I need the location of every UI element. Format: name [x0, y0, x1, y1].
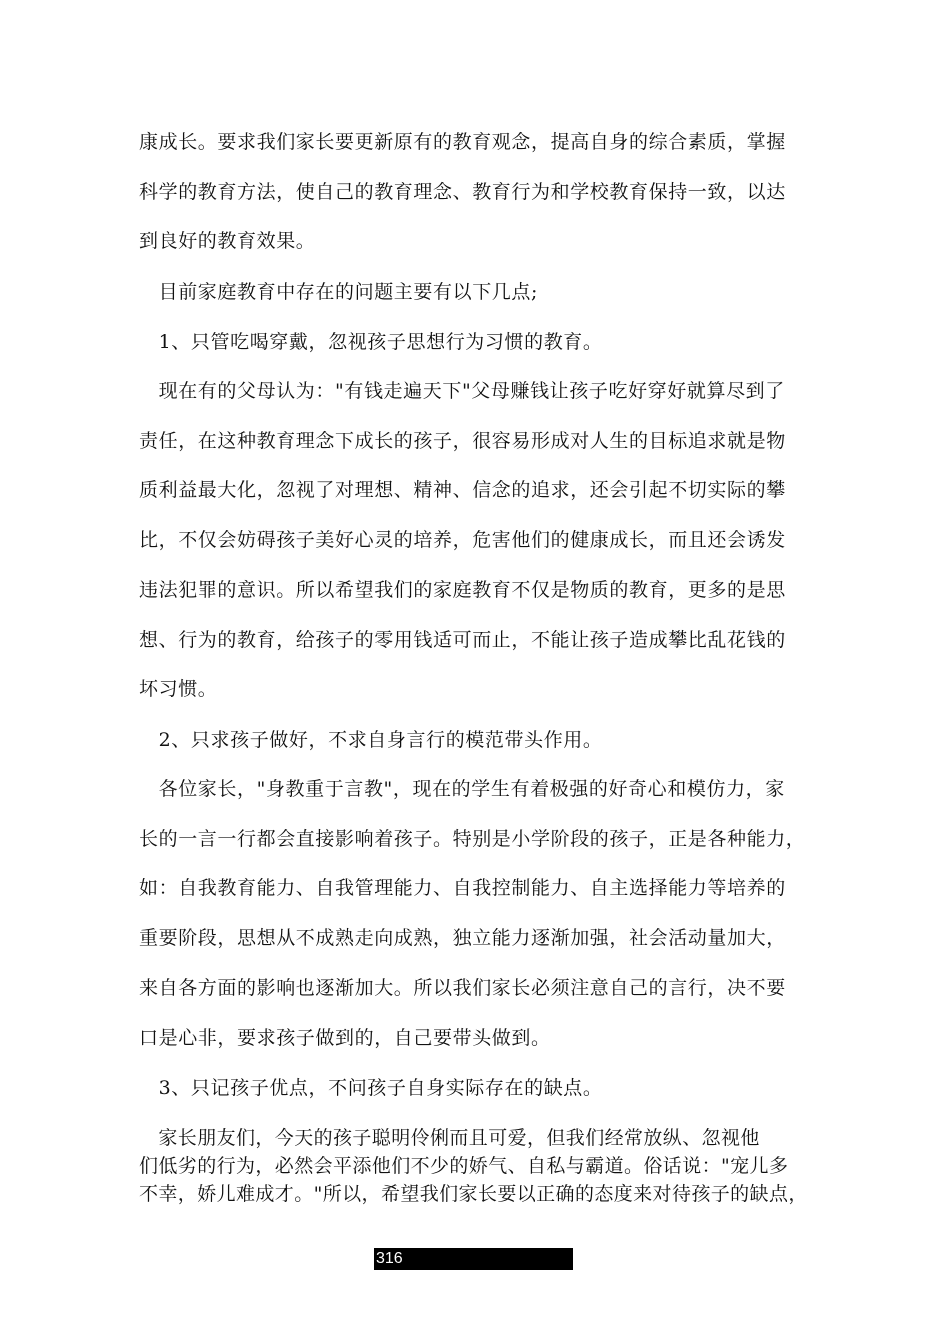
- text-line: 目前家庭教育中存在的问题主要有以下几点;: [139, 281, 539, 303]
- text-line: 坏习惯。: [139, 678, 218, 700]
- text-line: 来自各方面的影响也逐渐加大。所以我们家长必须注意自己的言行，决不要: [139, 977, 786, 999]
- text-line: 科学的教育方法，使自己的教育理念、教育行为和学校教育保持一致，以达: [139, 181, 786, 203]
- text-line: 重要阶段，思想从不成熟走向成熟，独立能力逐渐加强，社会活动量加大，: [139, 927, 786, 949]
- text-line: 们低劣的行为，必然会平添他们不少的娇气、自私与霸道。俗话说："宠儿多: [139, 1155, 789, 1177]
- text-line: 如：自我教育能力、自我管理能力、自我控制能力、自主选择能力等培养的: [139, 877, 786, 899]
- text-line: 违法犯罪的意识。所以希望我们的家庭教育不仅是物质的教育，更多的是思: [139, 579, 786, 601]
- text-line: 想、行为的教育，给孩子的零用钱适可而止，不能让孩子造成攀比乱花钱的: [139, 629, 786, 651]
- text-line: 康成长。要求我们家长要更新原有的教育观念，提高自身的综合素质，掌握: [139, 131, 786, 153]
- text-line: 口是心非，要求孩子做到的，自己要带头做到。: [139, 1027, 551, 1049]
- text-line: 到良好的教育效果。: [139, 230, 316, 252]
- text-line: 比，不仅会妨碍孩子美好心灵的培养，危害他们的健康成长，而且还会诱发: [139, 529, 786, 551]
- text-line: 长的一言一行都会直接影响着孩子。特别是小学阶段的孩子，正是各种能力，: [139, 828, 806, 850]
- text-line: 1、只管吃喝穿戴，忽视孩子思想行为习惯的教育。: [139, 331, 603, 353]
- text-line: 质利益最大化，忽视了对理想、精神、信念的追求，还会引起不切实际的攀: [139, 479, 786, 501]
- text-line: 责任，在这种教育理念下成长的孩子，很容易形成对人生的目标追求就是物: [139, 430, 786, 452]
- text-line: 不幸，娇儿难成才。"所以，希望我们家长要以正确的态度来对待孩子的缺点，: [139, 1183, 808, 1205]
- text-line: 3、只记孩子优点，不问孩子自身实际存在的缺点。: [139, 1077, 603, 1099]
- text-line: 各位家长，"身教重于言教"，现在的学生有着极强的好奇心和模仿力，家: [139, 778, 785, 800]
- text-line: 2、只求孩子做好，不求自身言行的模范带头作用。: [139, 729, 603, 751]
- text-line: 现在有的父母认为："有钱走遍天下"父母赚钱让孩子吃好穿好就算尽到了: [139, 380, 785, 402]
- page-number: 316: [374, 1248, 573, 1270]
- text-line: 家长朋友们，今天的孩子聪明伶俐而且可爱，但我们经常放纵、忽视他: [139, 1127, 760, 1149]
